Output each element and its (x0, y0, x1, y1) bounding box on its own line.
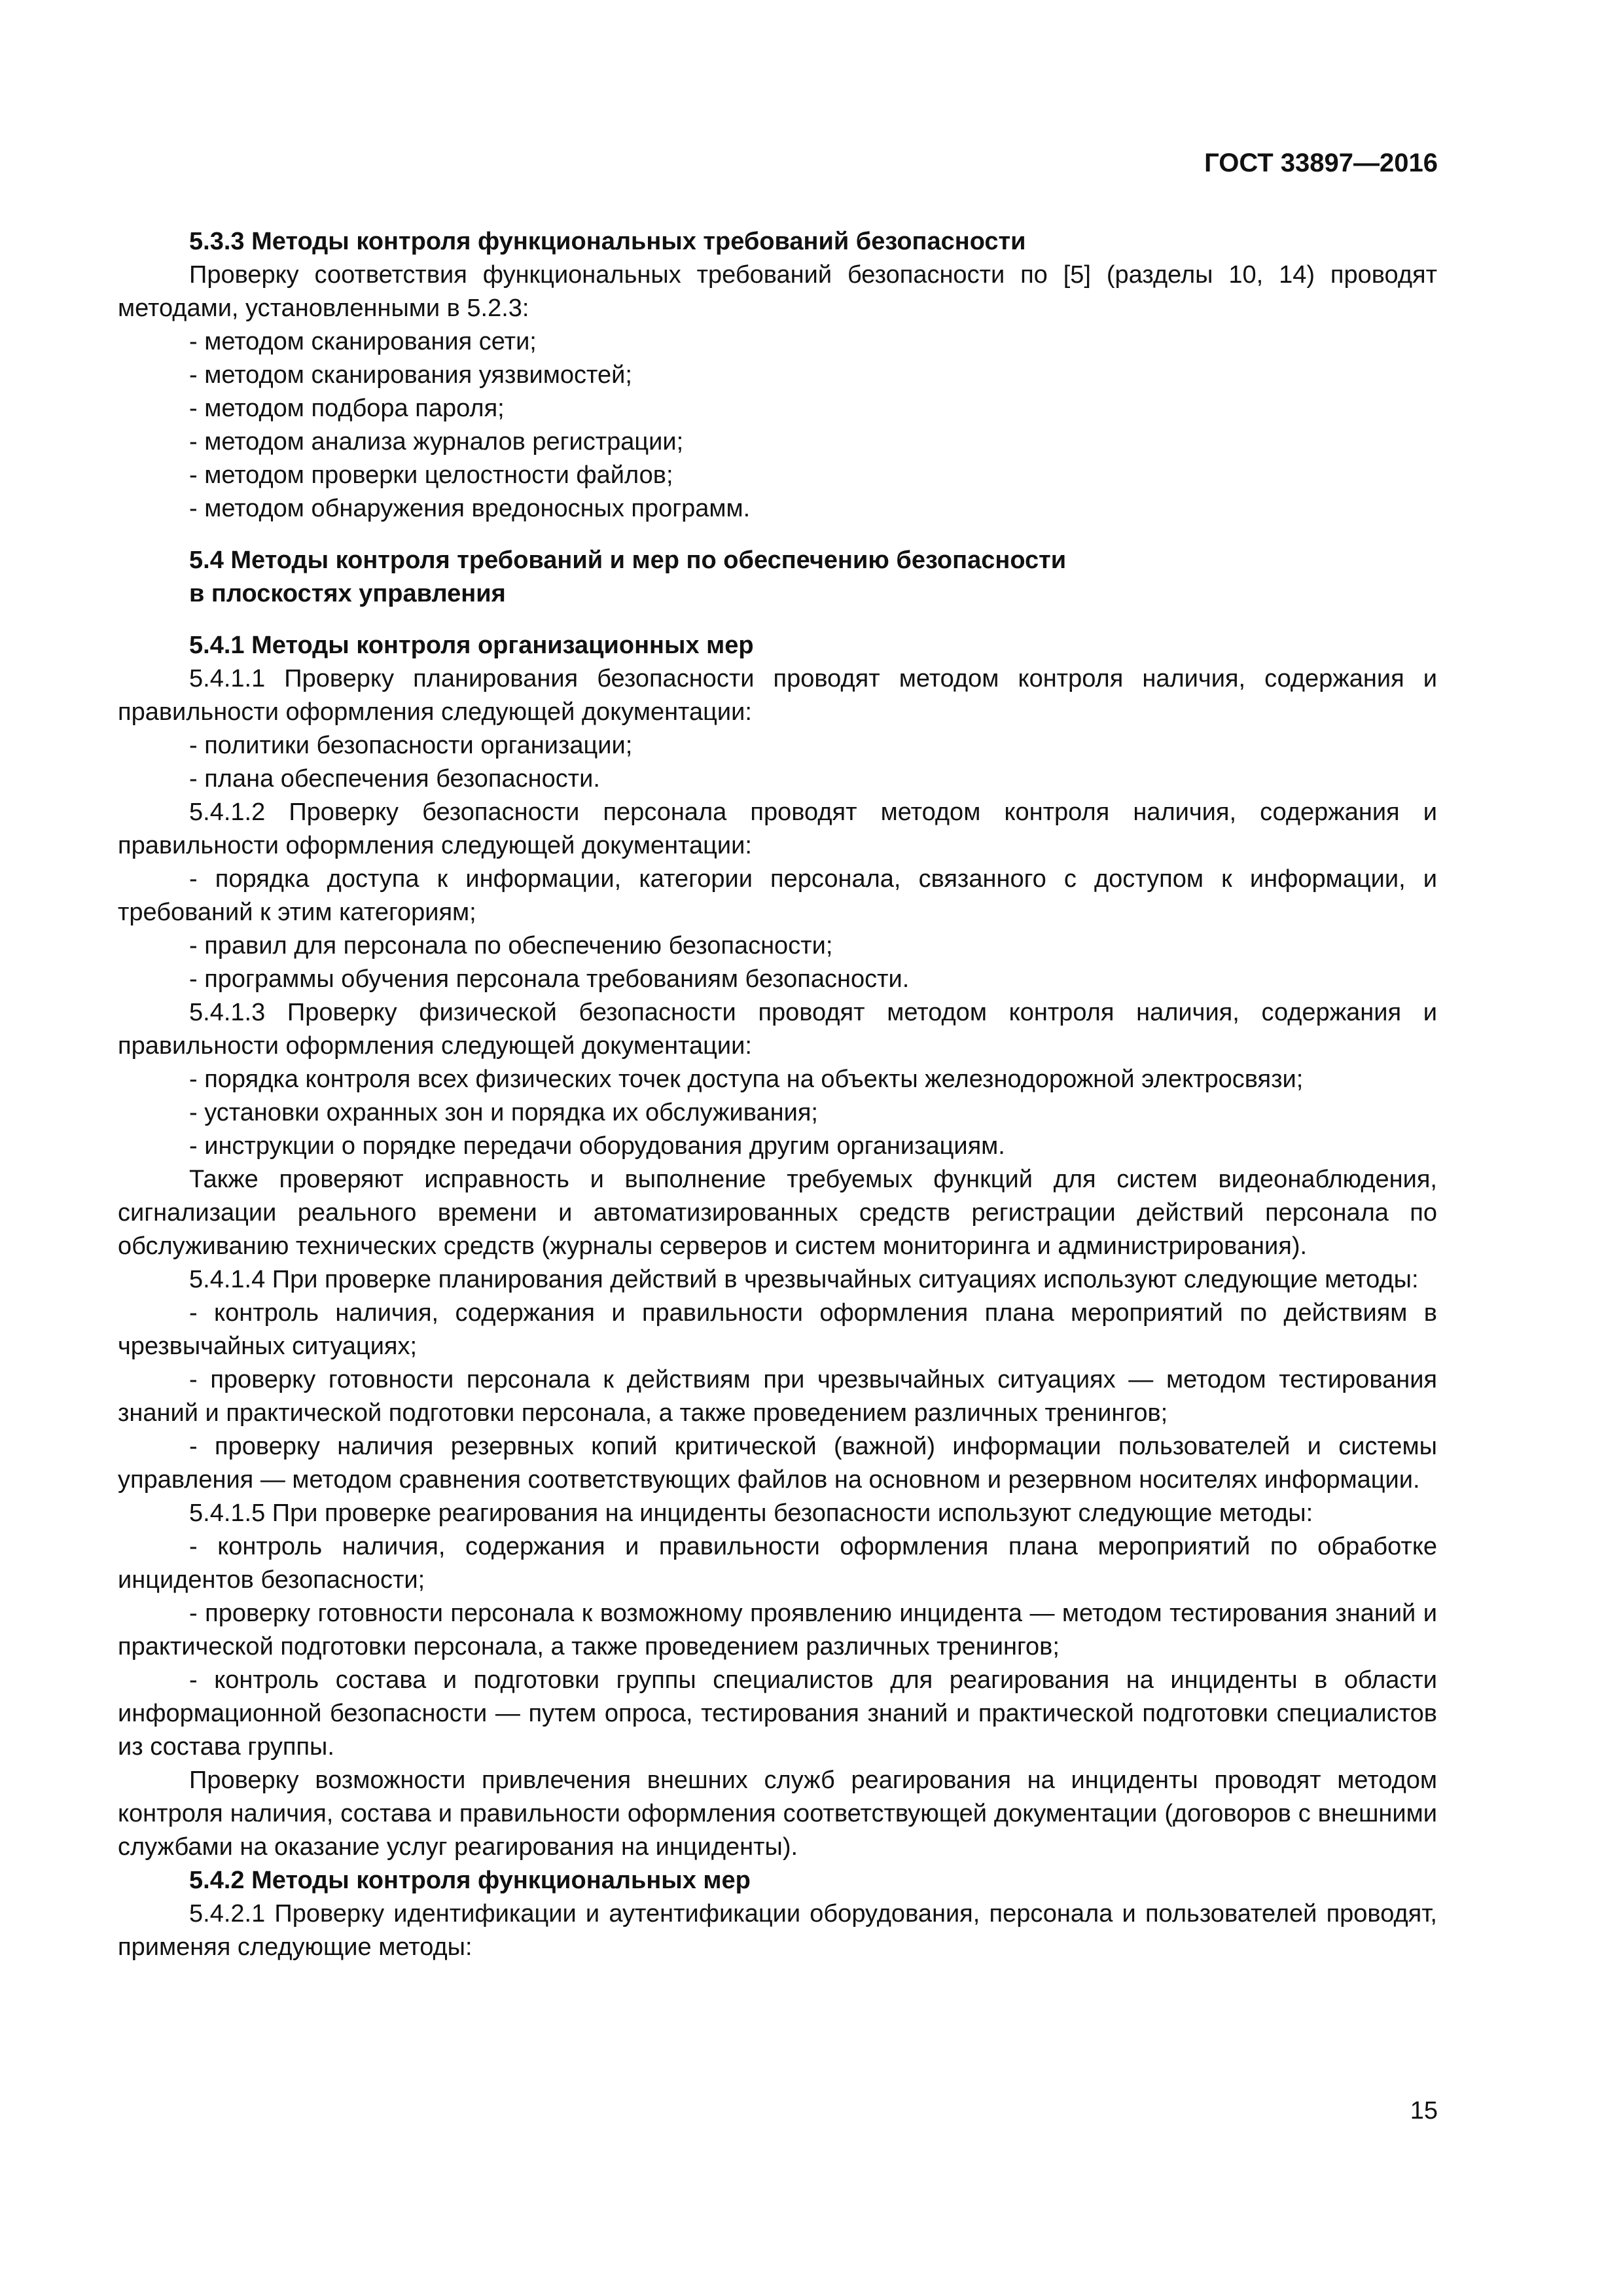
paragraph: - проверку готовности персонала к действиям при чрезвычайных ситуациях — методом тестирования знаний и практической подготовки персонала, а также проведением различных тренингов; (118, 1366, 1437, 1427)
paragraph: - правил для персонала по обеспечению безопасности; (189, 932, 833, 960)
paragraph: - проверку наличия резервных копий критической (важной) информации пользователей и системы управления — методом сравнения соответствующих файлов на основном и резервном носителях информации. (118, 1433, 1437, 1494)
paragraph: - методом подбора пароля; (189, 395, 505, 422)
paragraph: 5.4.1.5 При проверке реагирования на инциденты безопасности используют следующие методы: (189, 1499, 1313, 1527)
paragraph: - установки охранных зон и порядка их обслуживания; (189, 1099, 818, 1126)
paragraph: - методом анализа журналов регистрации; (189, 428, 684, 456)
page-number: 15 (1410, 2097, 1438, 2125)
paragraph: Также проверяют исправность и выполнение требуемых функций для систем видеонаблюдения, сигнализации реального времени и автоматизированных средств регистрации действий персонала по обслуживанию технических средств (журналы серверов и систем мониторинга и администрирования). (118, 1166, 1437, 1260)
paragraph: Проверку соответствия функциональных требований безопасности по [5] (разделы 10, 14) проводят методами, установленными в 5.2.3: (118, 261, 1437, 322)
paragraph: 5.4.1.2 Проверку безопасности персонала проводят методом контроля наличия, содержания и правильности оформления следующей документации: (118, 798, 1437, 859)
document-id: ГОСТ 33897—2016 (1204, 149, 1438, 177)
paragraph: - методом обнаружения вредоносных программ. (189, 495, 751, 522)
paragraph: - проверку готовности персонала к возможному проявлению инцидента — методом тестирования знаний и практической подготовки персонала, а также проведением различных тренингов; (118, 1600, 1437, 1660)
document-body (118, 225, 1437, 1964)
paragraph: - контроль состава и подготовки группы специалистов для реагирования на инциденты в области информационной безопасности — путем опроса, тестирования знаний и практической подготовки специалистов из состава группы. (118, 1666, 1437, 1761)
paragraph: - контроль наличия, содержания и правильности оформления плана мероприятий по обработке инцидентов безопасности; (118, 1533, 1437, 1594)
paragraph: - инструкции о порядке передачи оборудования другим организациям. (189, 1132, 1005, 1160)
paragraph: - политики безопасности организации; (189, 732, 633, 759)
paragraph: - методом сканирования уязвимостей; (189, 361, 632, 389)
paragraph: - контроль наличия, содержания и правильности оформления плана мероприятий по действиям в чрезвычайных ситуациях; (118, 1299, 1437, 1360)
paragraph: - методом проверки целостности файлов; (189, 461, 673, 489)
section-heading: 5.4.2 Методы контроля функциональных мер (189, 1867, 751, 1894)
paragraph: 5.4.1.1 Проверку планирования безопасности проводят методом контроля наличия, содержания и правильности оформления следующей документации: (118, 665, 1437, 726)
section-heading: 5.4 Методы контроля требований и мер по обеспечению безопасности (189, 547, 1067, 574)
paragraph: Проверку возможности привлечения внешних служб реагирования на инциденты проводят методом контроля наличия, состава и правильности оформления соответствующей документации (договоров с внешними службами на оказание услуг реагирования на инциденты). (118, 1767, 1437, 1861)
paragraph: 5.4.2.1 Проверку идентификации и аутентификации оборудования, персонала и пользователей проводят, применяя следующие методы: (118, 1900, 1437, 1961)
paragraph: - порядка доступа к информации, категории персонала, связанного с доступом к информации, и требований к этим категориям; (118, 865, 1437, 926)
paragraph: - методом сканирования сети; (189, 328, 537, 355)
section-heading: 5.4.1 Методы контроля организационных мер (189, 632, 754, 659)
paragraph: - плана обеспечения безопасности. (189, 765, 600, 793)
section-heading: 5.3.3 Методы контроля функциональных требований безопасности (189, 228, 1026, 255)
paragraph: 5.4.1.3 Проверку физической безопасности проводят методом контроля наличия, содержания и правильности оформления следующей документации: (118, 999, 1437, 1060)
paragraph: 5.4.1.4 При проверке планирования действий в чрезвычайных ситуациях используют следующие методы: (189, 1266, 1419, 1293)
paragraph: - программы обучения персонала требованиям безопасности. (189, 965, 910, 993)
paragraph: - порядка контроля всех физических точек доступа на объекты железнодорожной электросвязи; (189, 1066, 1304, 1093)
section-heading: в плоскостях управления (189, 580, 506, 607)
